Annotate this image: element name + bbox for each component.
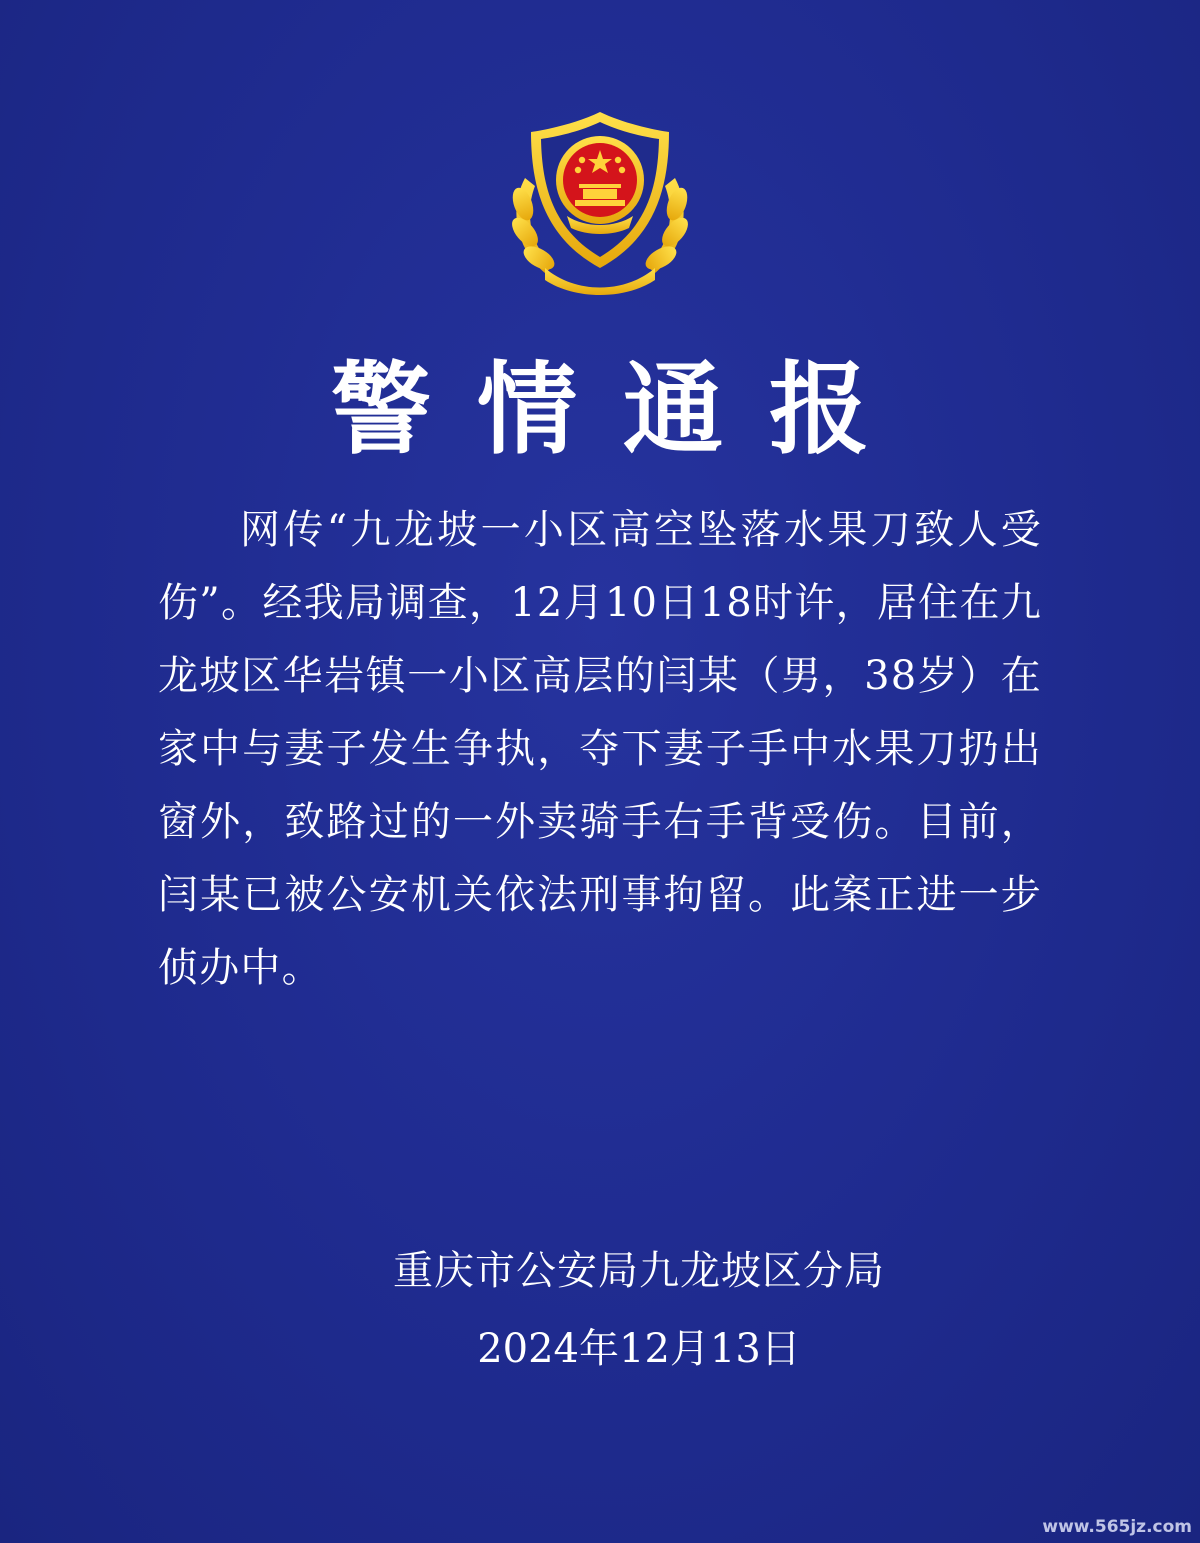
notice-title: 警情通报 <box>331 351 915 468</box>
site-watermark: www.565jz.com <box>1042 1517 1192 1537</box>
issue-date: 2024年12月13日 <box>477 1326 801 1372</box>
notice-body: 网传“九龙坡一小区高空坠落水果刀致人受伤”。经我局调查，12月10日18时许，居住在九龙坡区华岩镇一小区高层的闫某（男，38岁）在家中与妻子发生争执，夺下妻子手中水果刀扔出窗外，致路过的一外卖骑手右手背受伤。目前，闫某已被公安机关依法刑事拘留。此案正进一步侦办中。 <box>158 507 1042 991</box>
police-badge-icon <box>505 108 695 300</box>
issuer-name: 重庆市公安局九龙坡区分局 <box>393 1248 885 1294</box>
notice-signature <box>0 1236 1200 1384</box>
